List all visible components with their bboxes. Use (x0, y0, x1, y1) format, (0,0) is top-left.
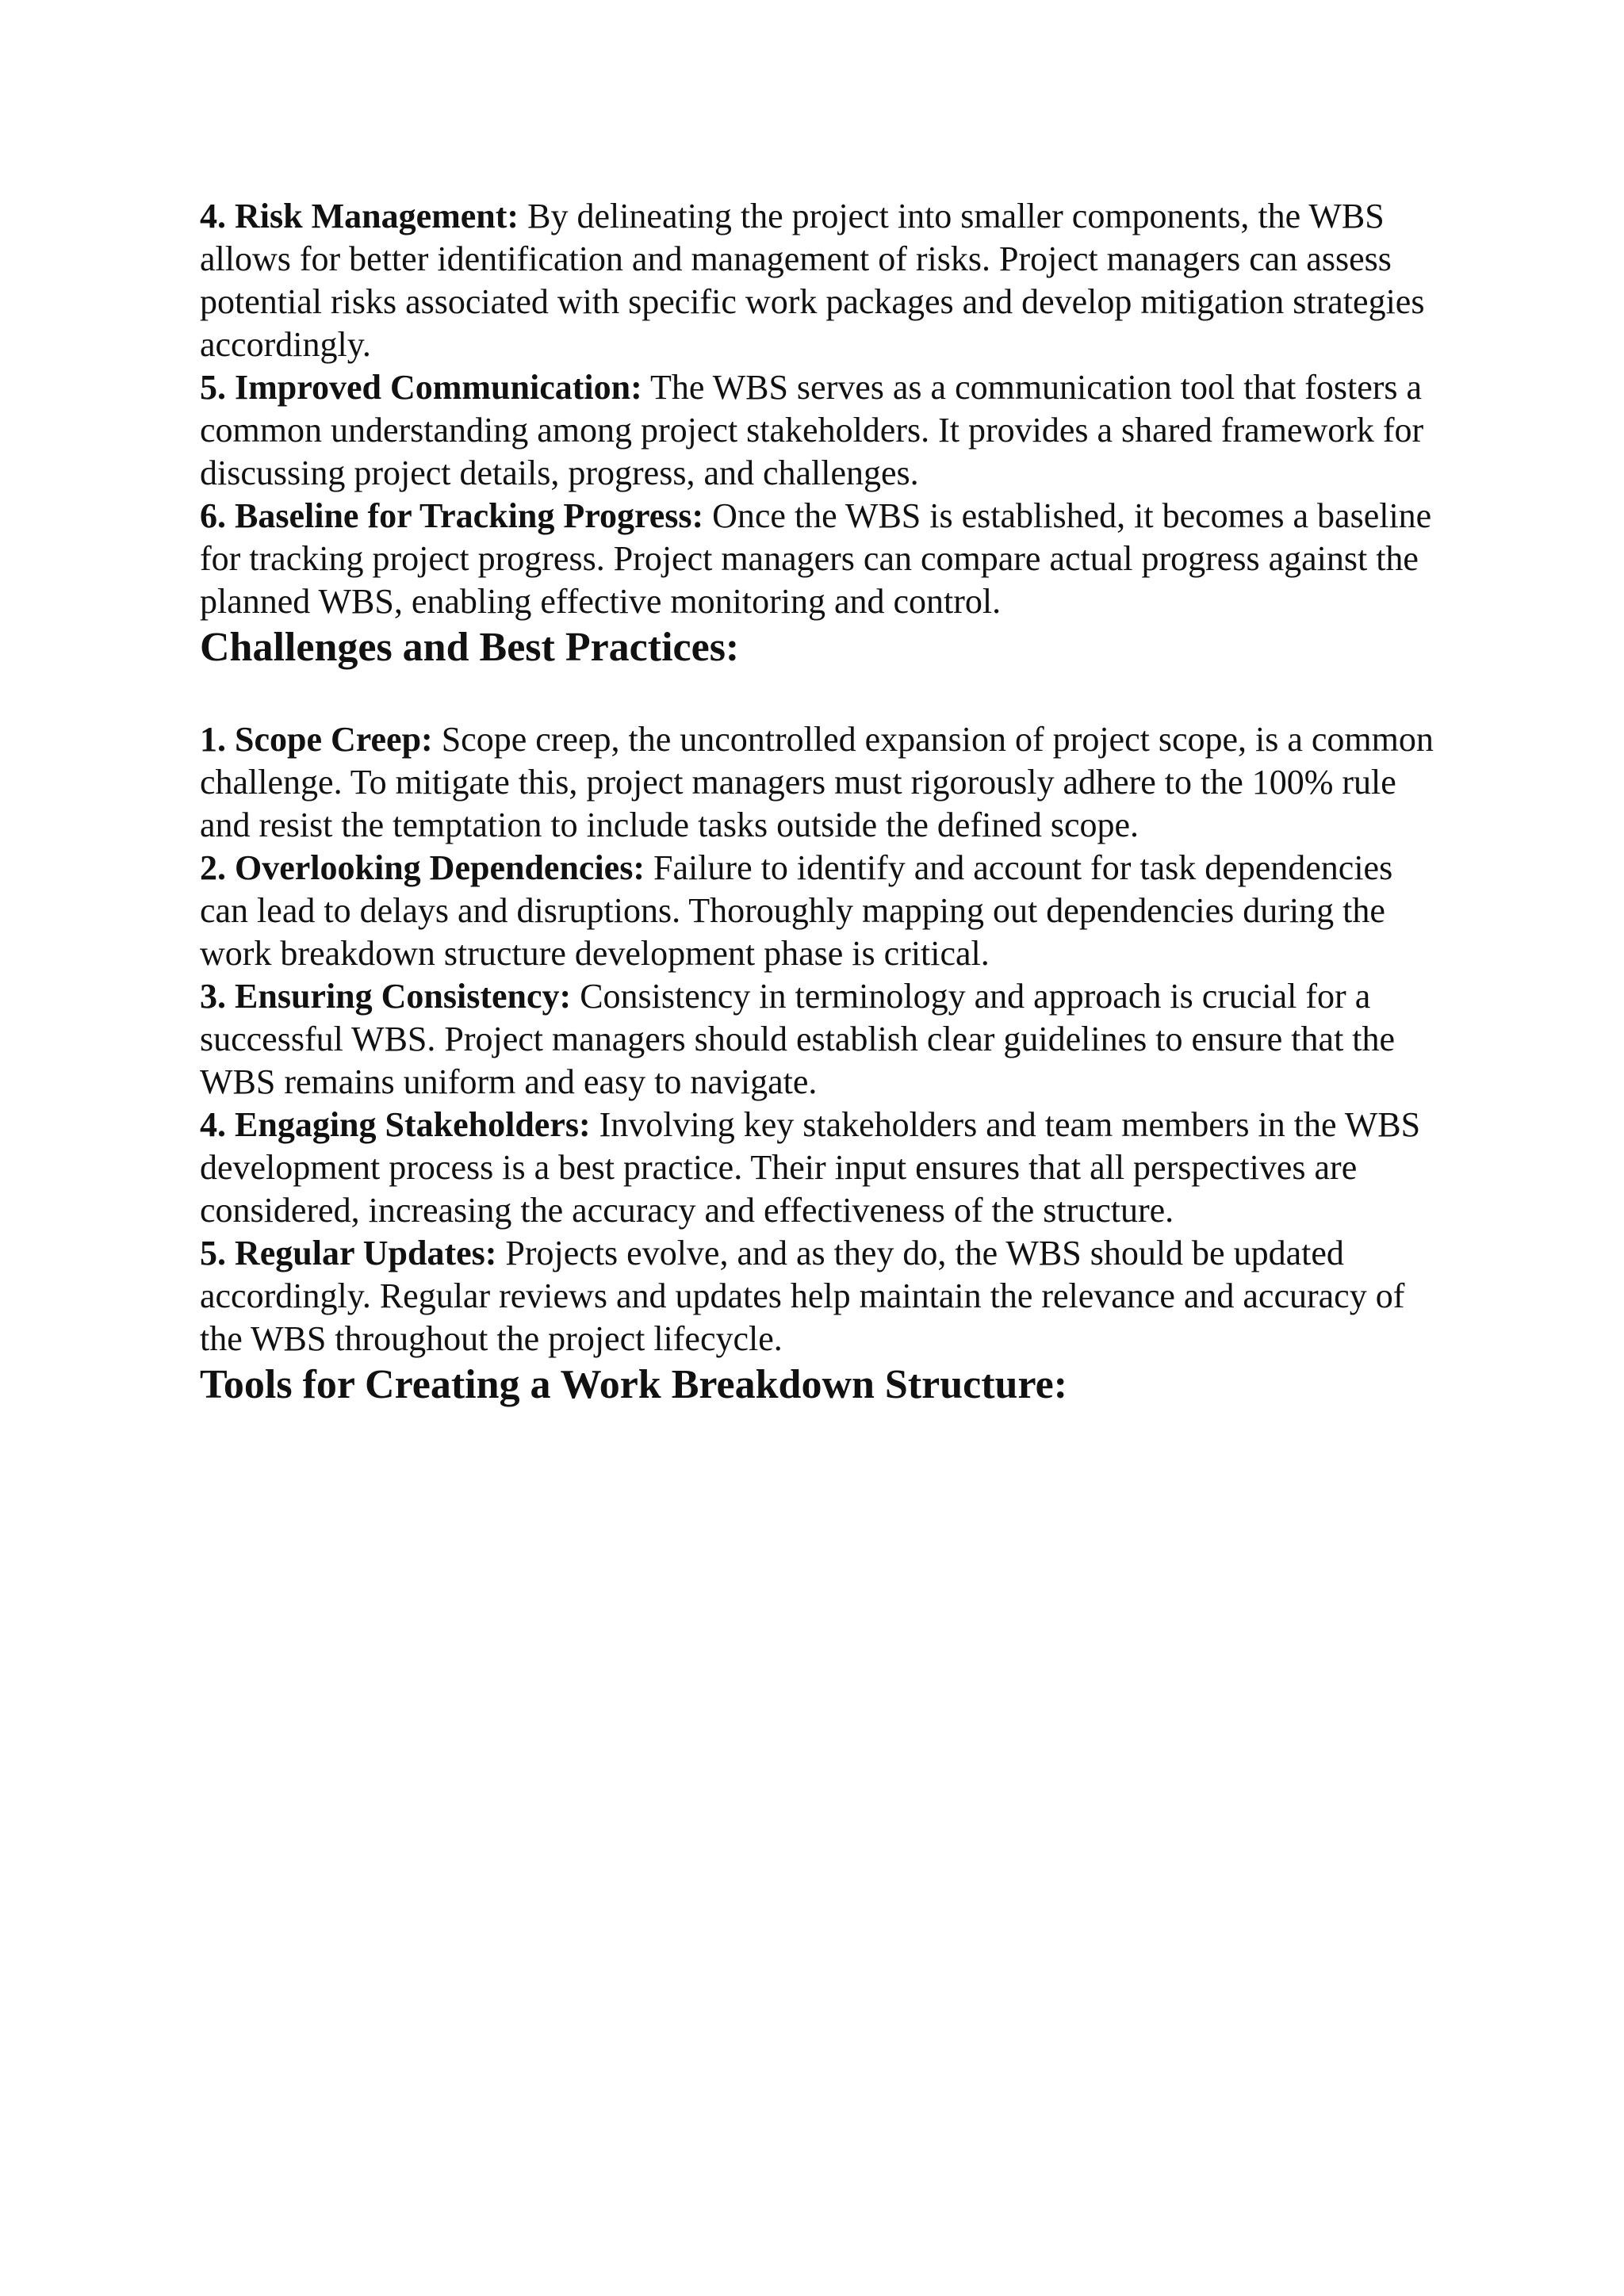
item-text: Projects evolve, and as they do, the WBS should be updated accordingly. Regular reviews and updates help maintain the relevance and accuracy of the WBS throughout the project lifecycle. (200, 1234, 1405, 1358)
item-label: 2. Overlooking Dependencies: (200, 848, 645, 887)
document-body (200, 195, 1437, 1410)
list-item-regular-updates (200, 1232, 1437, 1360)
item-label: 6. Baseline for Tracking Progress: (200, 496, 704, 535)
item-text: By delineating the project into smaller components, the WBS allows for better identification and management of risks. Project managers can assess potential risks associated with specific work packages and develop mitigation strategies accordingly. (200, 197, 1425, 364)
item-label: 4. Risk Management: (200, 197, 519, 235)
item-label: 5. Regular Updates: (200, 1234, 497, 1272)
item-label: 3. Ensuring Consistency: (200, 977, 572, 1016)
list-item-overlooking-dependencies (200, 847, 1437, 975)
item-text: Failure to identify and account for task dependencies can lead to delays and disruptions. Thoroughly mapping out dependencies during the work breakdown structure development phase is critical. (200, 848, 1393, 973)
list-item-ensuring-consistency (200, 975, 1437, 1104)
list-item-baseline-tracking (200, 495, 1437, 623)
item-text: Consistency in terminology and approach is crucial for a successful WBS. Project managers should establish clear guidelines to ensure that the WBS remains uniform and easy to navigate. (200, 977, 1396, 1101)
list-item-engaging-stakeholders (200, 1104, 1437, 1232)
item-text: Involving key stakeholders and team members in the WBS development process is a best practice. Their input ensures that all perspectives are considered, increasing the accuracy and effectiveness of the structure. (200, 1105, 1421, 1230)
item-label: 4. Engaging Stakeholders: (200, 1105, 591, 1144)
tools-heading: Tools for Creating a Work Breakdown Structure: (200, 1362, 1068, 1407)
item-label: 5. Improved Communication: (200, 368, 642, 407)
item-text: The WBS serves as a communication tool that fosters a common understanding among project stakeholders. It provides a shared framework for discussing project details, progress, and challenges. (200, 368, 1424, 492)
item-text: Scope creep, the uncontrolled expansion of project scope, is a common challenge. To mitigate this, project managers must rigorously adhere to the 100% rule and resist the temptation to include tasks outside the defined scope. (200, 720, 1434, 844)
challenges-heading: Challenges and Best Practices: (200, 625, 740, 670)
list-item-improved-communication (200, 366, 1437, 495)
list-item-risk-management (200, 195, 1437, 366)
item-text: Once the WBS is established, it becomes a baseline for tracking project progress. Project managers can compare actual progress against the planned WBS, enabling effective monitoring and control. (200, 496, 1432, 621)
item-label: 1. Scope Creep: (200, 720, 433, 759)
list-item-scope-creep (200, 718, 1437, 847)
